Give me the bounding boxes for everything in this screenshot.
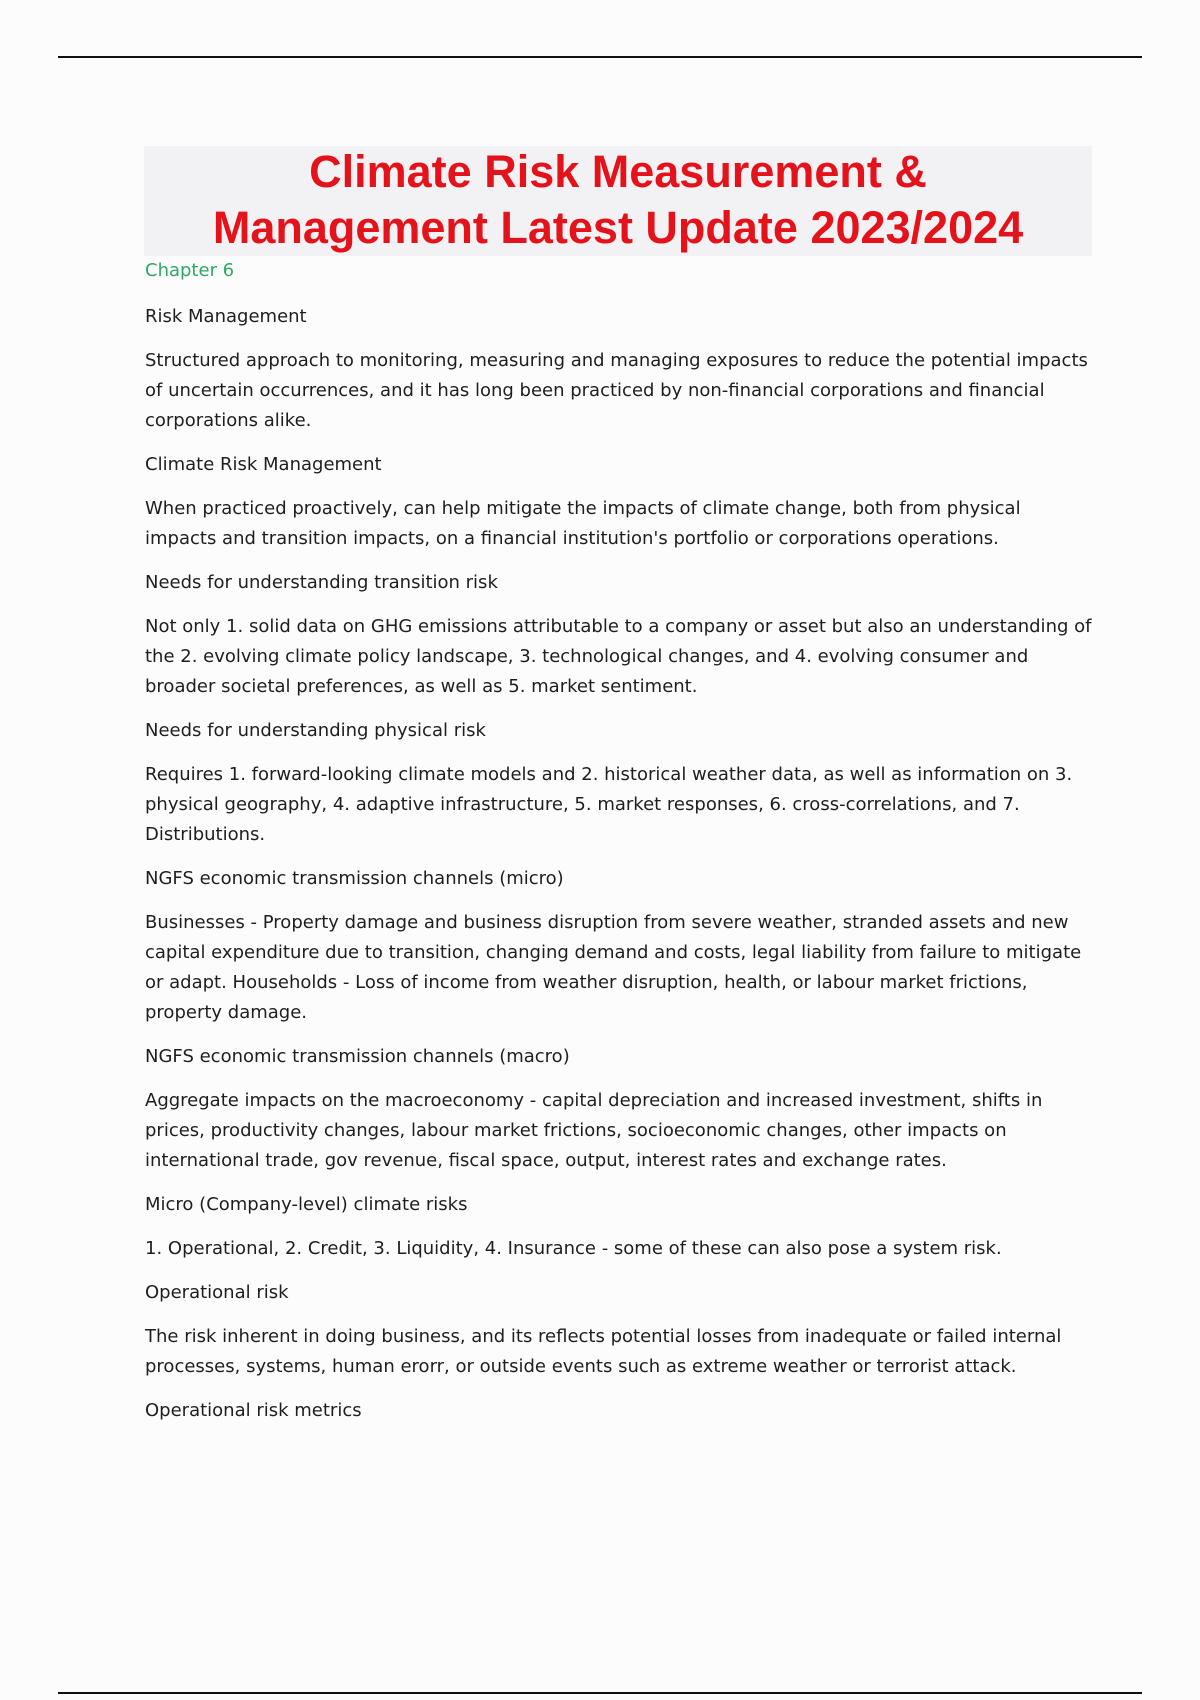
term-ngfs-macro: NGFS economic transmission channels (macro)	[145, 1046, 570, 1067]
title-line-1: Climate Risk Measurement &	[309, 146, 927, 197]
title-line-2: Management Latest Update 2023/2024	[212, 202, 1024, 253]
definition-ngfs-macro: Aggregate impacts on the macroeconomy - capital depreciation and increased investment, shifts in prices, productivity changes, labour market frictions, socioeconomic changes, other impacts on international trade, gov revenue, fiscal space, output, interest rates and exchange rates.	[145, 1090, 1043, 1171]
definition-ngfs-micro: Businesses - Property damage and business disruption from severe weather, stranded assets and new capital expenditure due to transition, changing demand and costs, legal liability from failure to mitigate or adapt. Households - Loss of income from weather disruption, health, or labour market frictions, property damage.	[145, 912, 1082, 1023]
definition-micro-climate-risks: 1. Operational, 2. Credit, 3. Liquidity, 4. Insurance - some of these can also pose a system risk.	[145, 1238, 1002, 1259]
document-title	[144, 144, 1092, 256]
definition-physical-risk-needs: Requires 1. forward-looking climate models and 2. historical weather data, as well as information on 3. physical geography, 4. adaptive infrastructure, 5. market responses, 6. cross-correlations, and 7. Distributions.	[145, 764, 1073, 845]
header-rule	[58, 56, 1142, 58]
term-operational-risk-metrics: Operational risk metrics	[145, 1400, 362, 1421]
definition-climate-risk-management: When practiced proactively, can help mitigate the impacts of climate change, both from physical impacts and transition impacts, on a financial institution's portfolio or corporations operations.	[145, 498, 1021, 549]
term-risk-management: Risk Management	[145, 306, 307, 327]
term-ngfs-micro: NGFS economic transmission channels (micro)	[145, 868, 564, 889]
term-climate-risk-management: Climate Risk Management	[145, 454, 382, 475]
term-operational-risk: Operational risk	[145, 1282, 289, 1303]
document-body	[145, 256, 1095, 1440]
chapter-heading: Chapter 6	[145, 260, 235, 281]
definition-transition-risk-needs: Not only 1. solid data on GHG emissions attributable to a company or asset but also an understanding of the 2. evolving climate policy landscape, 3. technological changes, and 4. evolving consumer and broader societal preferences, as well as 5. market sentiment.	[145, 616, 1092, 697]
footer-rule	[58, 1692, 1142, 1694]
term-physical-risk-needs: Needs for understanding physical risk	[145, 720, 486, 741]
definition-operational-risk: The risk inherent in doing business, and its reflects potential losses from inadequate or failed internal processes, systems, human erorr, or outside events such as extreme weather or terrorist attack.	[145, 1326, 1062, 1377]
term-transition-risk-needs: Needs for understanding transition risk	[145, 572, 498, 593]
definition-risk-management: Structured approach to monitoring, measuring and managing exposures to reduce the potential impacts of uncertain occurrences, and it has long been practiced by non-financial corporations and financial corporations alike.	[145, 350, 1088, 431]
term-micro-climate-risks: Micro (Company-level) climate risks	[145, 1194, 468, 1215]
